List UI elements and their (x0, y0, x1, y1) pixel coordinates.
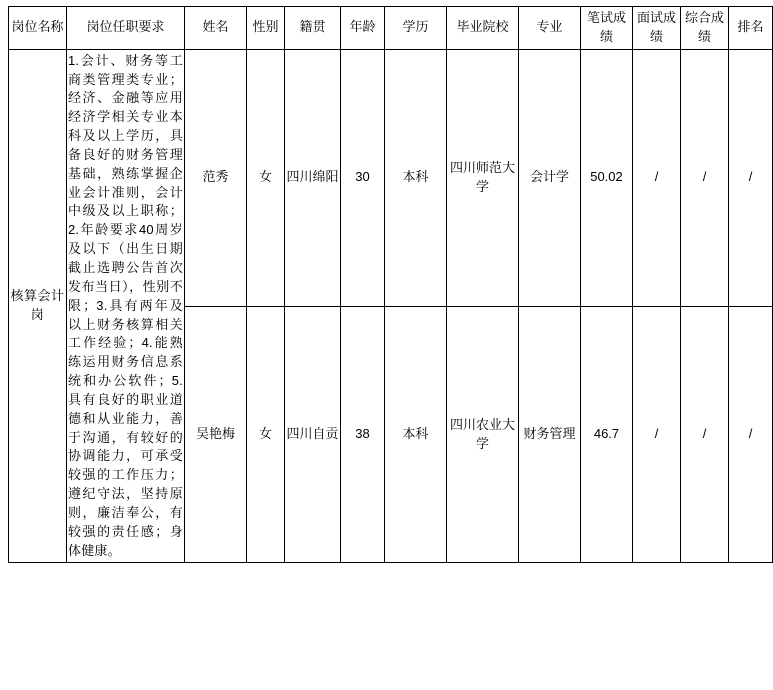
cell-total-score: / (681, 49, 729, 306)
cell-major: 会计学 (519, 49, 581, 306)
header-major: 专业 (519, 7, 581, 50)
header-post-name: 岗位名称 (9, 7, 67, 50)
cell-written-score: 46.7 (581, 306, 633, 563)
table-header (9, 7, 773, 50)
cell-rank: / (729, 306, 773, 563)
header-row (9, 7, 773, 50)
cell-school: 四川农业大学 (447, 306, 519, 563)
header-written-score: 笔试成绩 (581, 7, 633, 50)
header-gender: 性别 (247, 7, 285, 50)
cell-school: 四川师范大学 (447, 49, 519, 306)
cell-total-score: / (681, 306, 729, 563)
header-name: 姓名 (185, 7, 247, 50)
cell-hometown: 四川自贡 (285, 306, 341, 563)
cell-name: 范秀 (185, 49, 247, 306)
table-body (9, 49, 773, 563)
cell-age: 30 (341, 49, 385, 306)
cell-interview-score: / (633, 49, 681, 306)
cell-education: 本科 (385, 49, 447, 306)
header-interview-score: 面试成绩 (633, 7, 681, 50)
cell-major: 财务管理 (519, 306, 581, 563)
cell-education: 本科 (385, 306, 447, 563)
table-row (9, 49, 773, 306)
cell-written-score: 50.02 (581, 49, 633, 306)
cell-age: 38 (341, 306, 385, 563)
cell-hometown: 四川绵阳 (285, 49, 341, 306)
header-age: 年龄 (341, 7, 385, 50)
header-requirement: 岗位任职要求 (67, 7, 185, 50)
header-rank: 排名 (729, 7, 773, 50)
requirement-text: 1.会计、财务等工商类管理类专业；经济、金融等应用经济学相关专业本科及以上学历，具备良好的财务管理基础，熟练掌握企业会计准则，会计中级及以上职称；2.年龄要求40周岁及以下（出生日期截止选聘公告首次发布当日），性别不限；3.具有两年及以上财务核算相关工作经验；4.能熟练运用财务信息系统和办公软件；5.具有良好的职业道德和从业能力，善于沟通，有较好的协调能力，可承受较强的工作压力；遵纪守法，坚持原则，廉洁奉公，有较强的责任感；身体健康。 (68, 52, 183, 558)
cell-requirement (67, 49, 185, 563)
cell-gender: 女 (247, 49, 285, 306)
candidate-results-table (8, 6, 773, 563)
cell-post-name: 核算会计岗 (9, 49, 67, 563)
cell-gender: 女 (247, 306, 285, 563)
header-hometown: 籍贯 (285, 7, 341, 50)
header-school: 毕业院校 (447, 7, 519, 50)
header-education: 学历 (385, 7, 447, 50)
cell-rank: / (729, 49, 773, 306)
cell-name: 吴艳梅 (185, 306, 247, 563)
header-total-score: 综合成绩 (681, 7, 729, 50)
cell-interview-score: / (633, 306, 681, 563)
